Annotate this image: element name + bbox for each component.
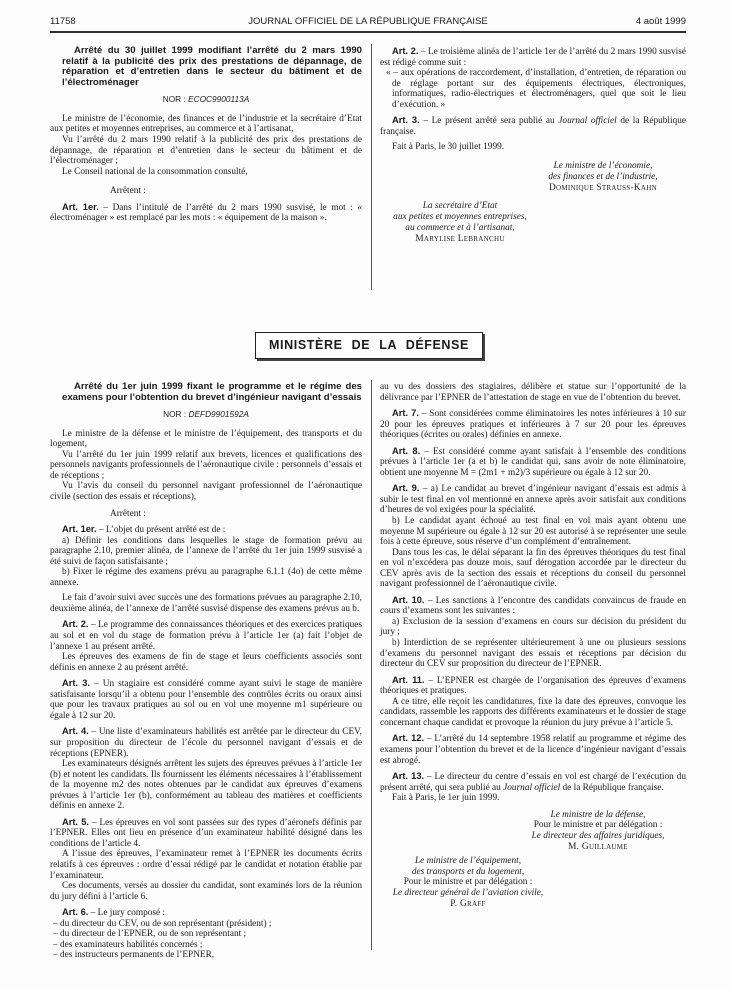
decree2-title: Arrêté du 1er juin 1999 fixant le programme et le régime des examens pour l’obtention du brevet d’ingénieur navigant d’essais <box>62 381 362 403</box>
signatory-name: Dominique Strauss-Kahn <box>548 182 657 193</box>
decree1-signature-2: La secrétaire d’Etat aux petites et moyennes entreprises, au commerce et à l’artisanat, Marylise Lebranchu <box>380 201 540 244</box>
jury-member-item: – du directeur de l’EPNER, ou de son représentant ; <box>53 929 247 940</box>
decree2-signature-1: Le ministre de la défense, Pour le ministre et par délégation : Le directeur des affaires juridiques, M. Guillaume <box>510 810 686 853</box>
decree2-article-5-c: Ces documents, versés au dossier du candidat, sont examinés lors de la réunion du jury défini à l’article 6. <box>50 881 362 902</box>
ministry-banner: MINISTÈRE DE LA DÉFENSE <box>255 332 483 359</box>
decree2-article-6: Art. 6. – Le jury composé : <box>62 907 166 919</box>
column-divider-bottom <box>371 380 372 950</box>
decree1-preamble-1: Le ministre de l’économie, des finances et de l’industrie et la secrétaire d’Etat aux petites et moyennes entreprises, au commerce et à l’artisanat, <box>50 113 362 135</box>
jury-member-item: – des instructeurs permanents de l’EPNER, <box>53 950 215 961</box>
decree1-nor-code: ECOC9900113A <box>188 94 250 105</box>
decree2-article-2: Art. 2. – Le programme des connaissances théoriques et des exercices pratiques au sol et en vol du stage de formation prévu à l’article 1er (a) fait l’objet de l’annexe 1 au présent arrêté. <box>50 619 362 652</box>
decree2-nor: NOR : DEFD9901592A <box>163 409 249 420</box>
decree1-nor: NOR : ECOC9900113A <box>162 94 250 105</box>
decree2-article-5-b: A l’issue des épreuves, l’examinateur remet à l’EPNER les documents écrits relatifs à ces épreuves : ordre d’essai rédigé par le candidat et notation établie par l’examinateur. <box>50 849 362 881</box>
decree2-article-9: Art. 9. – a) Le candidat au brevet d’ingénieur navigant d’essais est admis à subir le test final en vol mentionné en annexe après avoir satisfait aux conditions d’heures de vol exigées pour la spécialité. <box>380 483 686 516</box>
jury-member-item: – du directeur du CEV, ou de son représentant (président) ; <box>53 918 272 929</box>
decree2-article-1: Art. 1er. – L’objet du présent arrêté est de : <box>62 524 226 536</box>
decree2-article-10-a: a) Exclusion de la session d’examens en cours sur décision du président du jury ; <box>380 616 686 638</box>
decree1-article-1: Art. 1er. – Dans l’intitulé de l’arrêté du 2 mars 1990 susvisé, le mot : « électroménager » est remplacé par les mots : « équipement de la maison ». <box>50 201 362 224</box>
decree2-article-1-c: Le fait d’avoir suivi avec succès une des formations prévues au paragraphe 2.10, deuxième alinéa, de l’annexe de l’arrêté susvisé dispense des examens prévus au b. <box>50 593 362 614</box>
decree2-article-5: Art. 5. – Les épreuves en vol sont passées sur des types d’aéronefs définis par l’EPNER. Elles ont lieu en présence d’un examinateur habilité désigné dans les conditions de l’article 4. <box>50 816 362 849</box>
signatory-name: P. Graff <box>450 899 486 910</box>
journal-title: JOURNAL OFFICIEL DE LA RÉPUBLIQUE FRANÇAISE <box>248 16 488 27</box>
decree1-arretent: Arrêtent : <box>110 186 146 197</box>
decree2-article-10-b: b) Interdiction de se représenter ultérieurement à une ou plusieurs sessions d’examens du personnel navigant des essais et réceptions par décision du directeur du CEV sur proposition du directeur de l’EPNER. <box>380 638 686 670</box>
page-header <box>50 12 686 30</box>
jury-member-item: – des examinateurs habilités concernés ; <box>53 939 203 950</box>
decree2-article-3: Art. 3. – Un stagiaire est considéré comme ayant suivi le stage de manière satisfaisante lorsqu’il a obtenu pour l’ensemble des contrôles écrits ou oraux ainsi que pour les travaux pratiques au sol ou en vol une moyenne m1 supérieure ou égale à 12 sur 20. <box>50 678 362 721</box>
decree2-article-11: Art. 11. – L’EPNER est chargée de l’organisation des épreuves d’examens théoriques et pratiques. <box>380 674 686 697</box>
decree2-preamble-1: Le ministre de la défense et le ministre de l’équipement, des transports et du logement, <box>50 428 362 450</box>
decree1-article-2-quote: « – aux opérations de raccordement, d’installation, d’entretien, de réparation ou de réglage portant sur des équipements électriques, électroniques, informatiques, radio-électriques et électroménagers, quel que soit le lieu d’exécution. » <box>386 68 686 110</box>
decree1-preamble-2: Vu l’arrêté du 2 mars 1990 relatif à la publicité des prix des prestations de dépannage, de réparation et d’entretien dans le secteur du bâtiment et de l’électroménager ; <box>50 135 362 167</box>
decree2-right-column <box>380 382 686 910</box>
decree2-nor-code: DEFD9901592A <box>188 409 249 420</box>
page-number: 11758 <box>50 16 76 27</box>
decree2-article-12: Art. 12. – L’arrêté du 14 septembre 1958 relatif au programme et régime des examens pour l’obtention du brevet et de la licence d’ingénieur navigant d’essais est abrogé. <box>380 733 686 766</box>
decree2-article-11-b: A ce titre, elle reçoit les candidatures, fixe la date des épreuves, convoque les candidats, rassemble les rapports des différents examinateurs et le dossier de stage concernant chaque candidat et provoque la réunion du jury prévue à l’article 5. <box>380 696 687 728</box>
decree2-article-9-c: Dans tous les cas, le délai séparant la fin des épreuves théoriques du test final en vol n’excédera pas douze mois, sauf dérogation accordée par le directeur du CEV après avis de la section des essais et réceptions du conseil du personnel navigant professionnel de l’aéronautique civile. <box>380 547 686 590</box>
signatory-name: Marylise Lebranchu <box>415 233 505 244</box>
decree1-article-3: Art. 3. – Le présent arrêté sera publié au Journal officiel de la République française. <box>380 115 686 137</box>
decree2-fait: Fait à Paris, le 1er juin 1999. <box>392 793 500 804</box>
decree2-article-7: Art. 7. – Sont considérées comme éliminatoires les notes inférieures à 10 sur 20 pour les épreuves pratiques et inférieures à 7 sur 20 pour les épreuves théoriques (écrites ou orales) définies en annexe. <box>380 408 686 441</box>
decree2-article-1-a: a) Définir les conditions dans lesquelles le stage de formation prévu au paragraphe 2.10, premier alinéa, de l’annexe de l’arrêté du 1er juin 1999 susvisé a été suivi de façon satisfaisante ; <box>50 535 362 567</box>
decree2-article-4-b: Les examinateurs désignés arrêtent les sujets des épreuves prévues à l’article 1er (b) et notent les candidats. Ils fournissent les éléments nécessaires à l’établissement de la moyenne m2 des notes obtenues par le candidat aux épreuves d’examens prévues à l’article 1er (b), conformément au tableau des matières et coefficients définis en annexe 2. <box>50 759 362 812</box>
decree2-article-2-b: Les épreuves des examens de fin de stage et leurs coefficients associés sont définis en annexe 2 au présent arrêté. <box>50 652 362 673</box>
column-divider-top <box>371 44 372 290</box>
decree2-article-4: Art. 4. – Une liste d’examinateurs habilités est arrêtée par le directeur du CEV, sur proposition du directeur de l’école du personnel navigant d’essais et de réceptions (EPNER). <box>50 726 362 759</box>
decree1-fait: Fait à Paris, le 30 juillet 1999. <box>392 142 505 153</box>
decree2-article-13: Art. 13. – Le directeur du centre d’essais en vol est chargé de l’exécution du présent arrêté, qui sera publié au Journal officiel de la République française. <box>380 771 686 793</box>
decree2-article-6-continued: au vu des dossiers des stagiaires, délibère et statue sur l’opportunité de la délivrance par l’EPNER de l’attestation de stage en vue de l’obtention du brevet. <box>380 382 686 403</box>
signatory-name: M. Guillaume <box>568 842 628 853</box>
decree2-article-1-b: b) Fixer le régime des examens prévu au paragraphe 6.1.1 (4o) de cette même annexe. <box>50 567 362 588</box>
decree2-article-10: Art. 10. – Les sanctions à l’encontre des candidats convaincus de fraude en cours d’examens sont les suivantes : <box>380 594 686 617</box>
decree1-signature-1: Le ministre de l’économie, des finances et de l’industrie, Dominique Strauss-Kahn <box>520 161 686 193</box>
decree1-article-2: Art. 2. – Le troisième alinéa de l’article 1er de l’arrêté du 2 mars 1990 susvisé est rédigé comme suit : <box>380 46 686 68</box>
decree2-preamble-3: Vu l’avis du conseil du personnel navigant professionnel de l’aéronautique civile (section des essais et réceptions), <box>50 481 362 503</box>
decree1-preamble-3: Le Conseil national de la consommation consulté, <box>62 166 248 177</box>
decree1-left-column <box>50 46 362 224</box>
decree2-article-8: Art. 8. – Est considéré comme ayant satisfait à l’ensemble des conditions prévues à l’article 1er (a et b) le candidat qui, sans avoir de note éliminatoire, obtient une moyenne M = (2m1 + m2)/3 supérieure ou égale à 12 sur 20. <box>380 445 686 478</box>
decree2-article-9-b: b) Le candidat ayant échoué au test final en vol mais ayant obtenu une moyenne M supérieure ou égale à 12 sur 20 est autorisé à se représenter une seule fois à cette épreuve, sous réserve d’un complément d’entraînement. <box>380 516 686 548</box>
header-rule <box>50 31 686 33</box>
decree2-left-column <box>50 382 362 961</box>
decree2-arretent: Arrêtent : <box>110 508 146 519</box>
publication-date: 4 août 1999 <box>635 16 686 27</box>
decree1-title: Arrêté du 30 juillet 1999 modifiant l’arrêté du 2 mars 1990 relatif à la publicité des prix des prestations de dépannage, de réparation et d’entretien dans le secteur du bâtiment et de l’électroménager <box>62 45 362 88</box>
decree2-preamble-2: Vu l’arrêté du 1er juin 1999 relatif aux brevets, licences et qualifications des personnels navigants professionnels de l’aéronautique civile : personnels d’essais et de réceptions ; <box>50 449 362 481</box>
decree2-signature-2: Le ministre de l’équipement, des transports et du logement, Pour le ministre et par délégation : Le directeur général de l’aviation civile, P. Graff <box>380 856 556 910</box>
decree1-right-column <box>380 46 686 245</box>
